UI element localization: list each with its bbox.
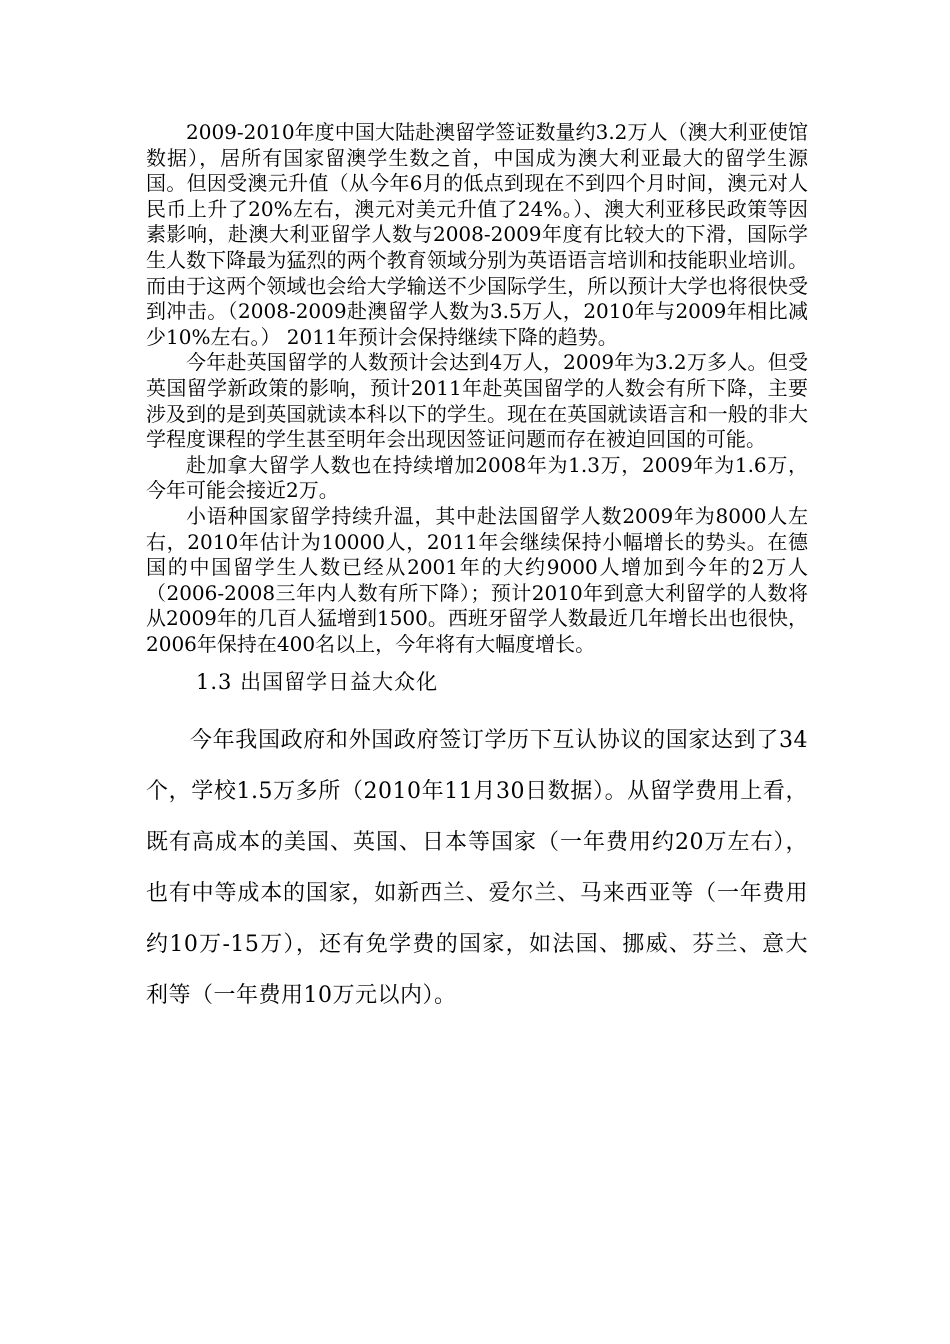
document-page — [146, 120, 808, 1021]
paragraph-minor-languages: 小语种国家留学持续升温，其中赴法国留学人数2009年为8000人左右，2010年估计为10000人，2011年会继续保持小幅增长的势头。在德国的中国留学生人数已经从2001年的大约9000人增加到今年的2万人（2006-2008三年内人数有所下降）；预计2010年到意大利留学的人数将从2009年的几百人猛增到1500。西班牙留学人数最近几年增长出也很快，2006年保持在400名以上，今年将有大幅度增长。 — [146, 503, 808, 656]
section-heading: 1.3 出国留学日益大众化 — [196, 670, 439, 695]
paragraph-popularization: 今年我国政府和外国政府签订学历下互认协议的国家达到了34个，学校1.5万多所（2010年11月30日数据）。从留学费用上看，既有高成本的美国、英国、日本等国家（一年费用约20万左右），也有中等成本的国家，如新西兰、爱尔兰、马来西亚等（一年费用约10万-15万），还有免学费的国家，如法国、挪威、芬兰、意大利等（一年费用10万元以内）。 — [146, 728, 808, 1009]
paragraph-australia: 2009-2010年度中国大陆赴澳留学签证数量约3.2万人（澳大利亚使馆数据），居所有国家留澳学生数之首，中国成为澳大利亚最大的留学生源国。但因受澳元升值（从今年6月的低点到现在不到四个月时间，澳元对人民币上升了20%左右，澳元对美元升值了24%。）、澳大利亚移民政策等因素影响，赴澳大利亚留学人数与2008-2009年度有比较大的下滑，国际学生人数下降最为猛烈的两个教育领域分别为英语语言培训和技能职业培训。而由于这两个领域也会给大学输送不少国际学生，所以预计大学也将很快受到冲击。（2008-2009赴澳留学人数为3.5万人，2010年与2009年相比减少10%左右。） 2011年预计会保持继续下降的趋势。 — [146, 120, 808, 349]
paragraph-canada: 赴加拿大留学人数也在持续增加2008年为1.3万，2009年为1.6万，今年可能会接近2万。 — [146, 452, 808, 503]
paragraph-uk: 今年赴英国留学的人数预计会达到4万人，2009年为3.2万多人。但受英国留学新政策的影响，预计2011年赴英国留学的人数会有所下降，主要涉及到的是到英国就读本科以下的学生。现在在英国就读语言和一般的非大学程度课程的学生甚至明年会出现因签证问题而存在被迫回国的可能。 — [146, 350, 808, 452]
